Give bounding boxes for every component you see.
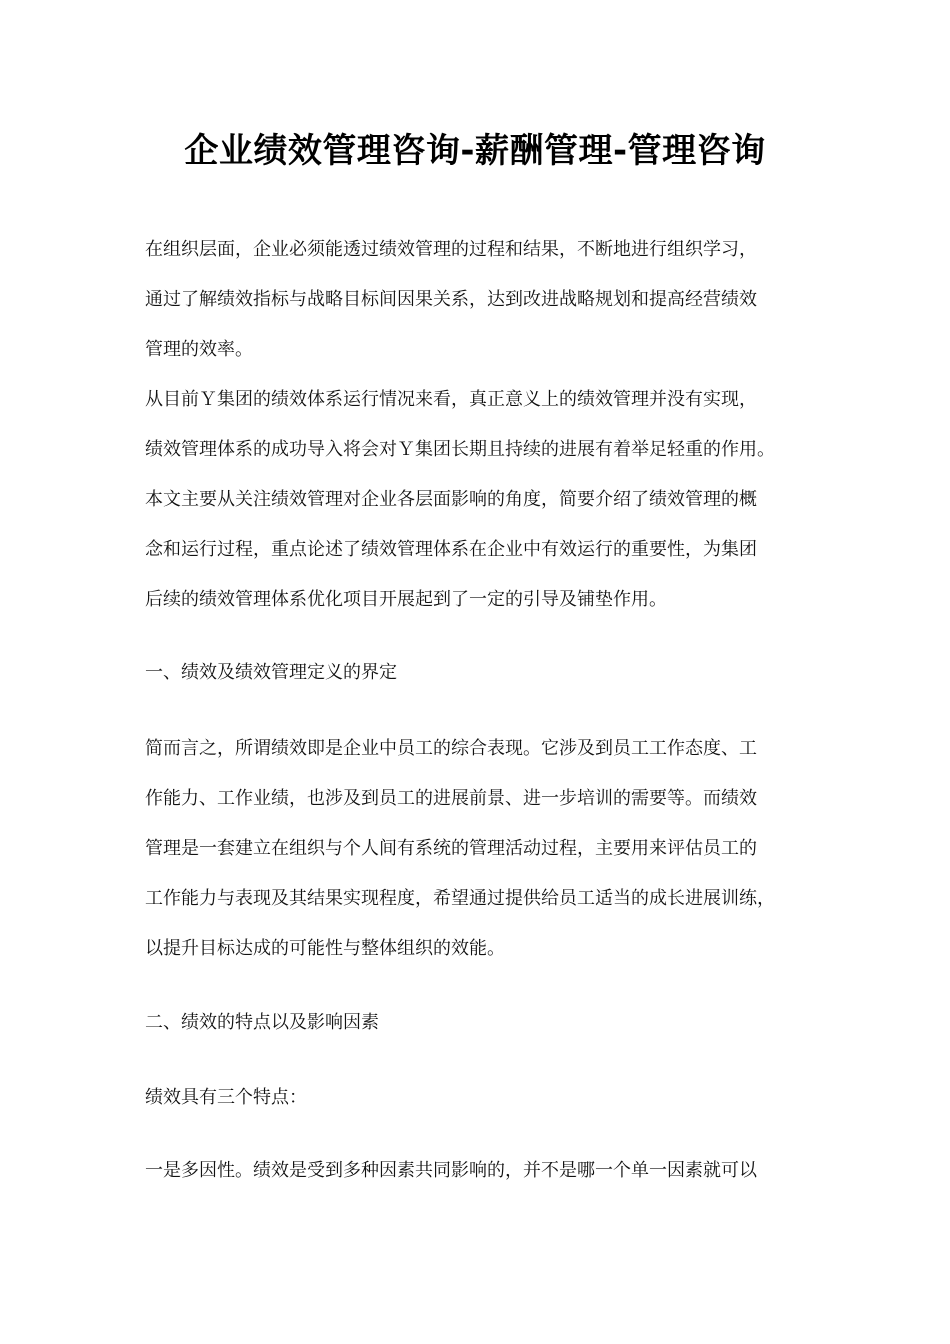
paragraph-line: 工作能力与表现及其结果实现程度，希望通过提供给员工适当的成长进展训练，: [145, 888, 775, 909]
paragraph-line: 以提升目标达成的可能性与整体组织的效能。: [145, 938, 505, 959]
paragraph-line: 作能力、工作业绩，也涉及到员工的进展前景、进一步培训的需要等。而绩效: [145, 788, 757, 809]
paragraph-line: 念和运行过程，重点论述了绩效管理体系在企业中有效运行的重要性，为集团: [145, 539, 757, 560]
section-heading: 二、绩效的特点以及影响因素: [145, 1012, 379, 1033]
paragraph-line: 在组织层面，企业必须能透过绩效管理的过程和结果，不断地进行组织学习，: [145, 239, 757, 260]
paragraph-line: 后续的绩效管理体系优化项目开展起到了一定的引导及铺垫作用。: [145, 589, 667, 610]
paragraph-line: 绩效具有三个特点：: [145, 1087, 307, 1108]
document-title: 企业绩效管理咨询-薪酬管理-管理咨询: [184, 131, 766, 171]
paragraph-line: 管理的效率。: [145, 339, 253, 360]
paragraph-line: 本文主要从关注绩效管理对企业各层面影响的角度，简要介绍了绩效管理的概: [145, 489, 757, 510]
paragraph-line: 通过了解绩效指标与战略目标间因果关系，达到改进战略规划和提高经营绩效: [145, 289, 757, 310]
section-heading: 一、绩效及绩效管理定义的界定: [145, 662, 397, 683]
paragraph-line: 简而言之，所谓绩效即是企业中员工的综合表现。它涉及到员工工作态度、工: [145, 738, 757, 759]
paragraph-line: 从目前Ｙ集团的绩效体系运行情况来看，真正意义上的绩效管理并没有实现，: [145, 389, 757, 410]
paragraph-line: 一是多因性。绩效是受到多种因素共同影响的，并不是哪一个单一因素就可以: [145, 1160, 757, 1181]
paragraph-line: 管理是一套建立在组织与个人间有系统的管理活动过程，主要用来评估员工的: [145, 838, 757, 859]
paragraph-line: 绩效管理体系的成功导入将会对Ｙ集团长期且持续的进展有着举足轻重的作用。: [145, 439, 775, 460]
